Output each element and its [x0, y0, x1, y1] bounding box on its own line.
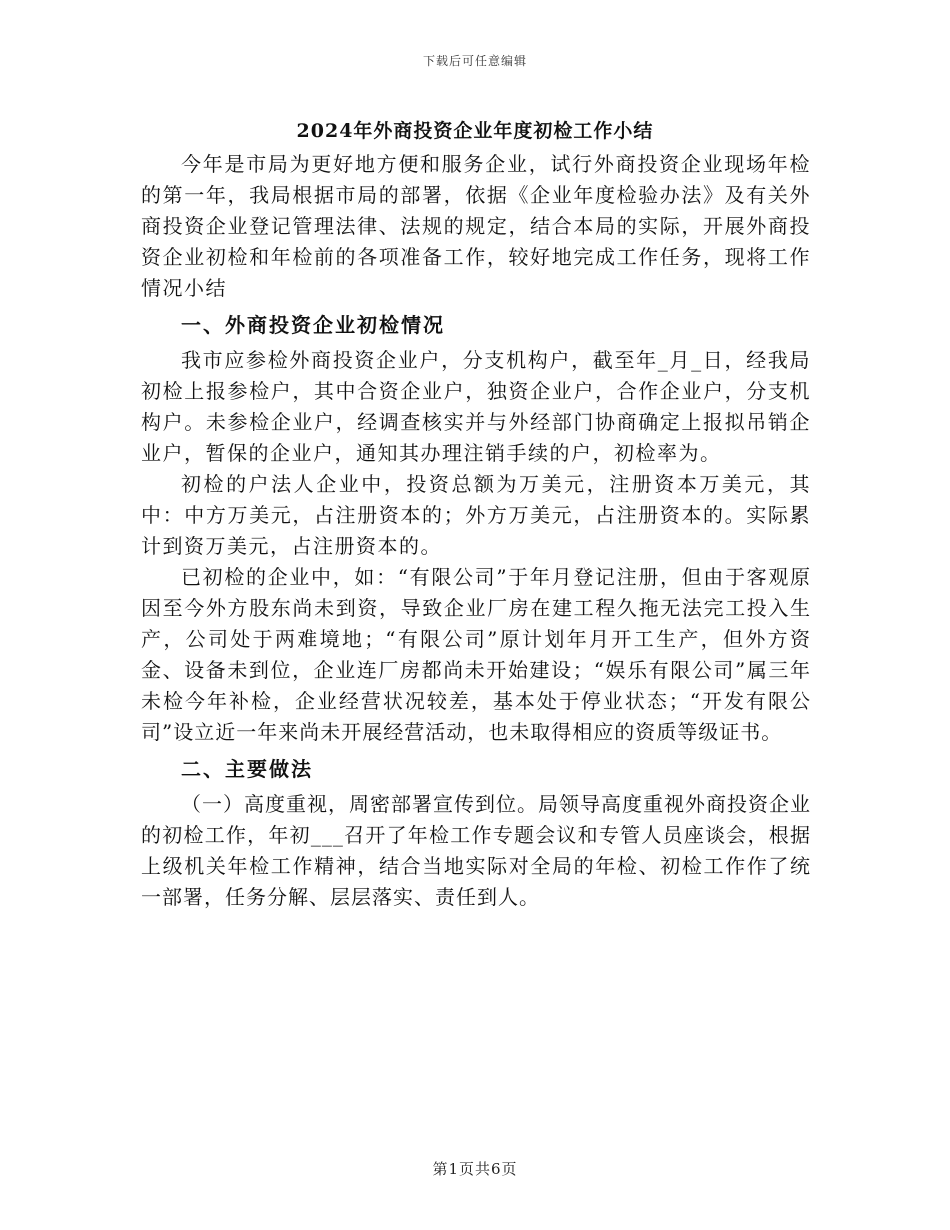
page-header: 下载后可任意编辑 — [422, 54, 527, 68]
section-heading: 一、外商投资企业初检情况 — [181, 313, 445, 337]
document-body — [141, 149, 811, 913]
body-paragraph: （一）高度重视，周密部署宣传到位。局领导高度重视外商投资企业的初检工作，年初___召开了年检工作专题会议和专管人员座谈会，根据上级机关年检工作精神，结合当地实际对全局的年检、初检工作作了统一部署，任务分解、层层落实、责任到人。 — [141, 792, 811, 909]
document-title: 2024年外商投资企业年度初检工作小结 — [296, 120, 654, 142]
page-footer: 第1页共6页 — [432, 1160, 518, 1178]
intro-paragraph: 今年是市局为更好地方便和服务企业，试行外商投资企业现场年检的第一年，我局根据市局的部署，依据《企业年度检验办法》及有关外商投资企业登记管理法律、法规的规定，结合本局的实际，开展外商投资企业初检和年检前的各项准备工作，较好地完成工作任务，现将工作情况小结 — [141, 152, 811, 300]
section-heading: 二、主要做法 — [181, 757, 313, 781]
body-paragraph: 初检的户法人企业中，投资总额为万美元，注册资本万美元，其中：中方万美元，占注册资本的；外方万美元，占注册资本的。实际累计到资万美元，占注册资本的。 — [141, 472, 811, 558]
body-paragraph: 我市应参检外商投资企业户，分支机构户，截至年_月_日，经我局初检上报参检户，其中合资企业户，独资企业户，合作企业户，分支机构户。未参检企业户，经调查核实并与外经部门协商确定上报拟吊销企业户，暂保的企业户，通知其办理注销手续的户，初检率为。 — [141, 348, 811, 465]
body-paragraph: 已初检的企业中，如：“有限公司”于年月登记注册，但由于客观原因至今外方股东尚未到资，导致企业厂房在建工程久拖无法完工投入生产，公司处于两难境地；“有限公司”原计划年月开工生产，但外方资金、设备未到位，企业连厂房都尚未开始建设；“娱乐有限公司”属三年未检今年补检，企业经营状况较差，基本处于停业状态；“开发有限公司”设立近一年来尚未开展经营活动，也未取得相应的资质等级证书。 — [141, 565, 811, 744]
